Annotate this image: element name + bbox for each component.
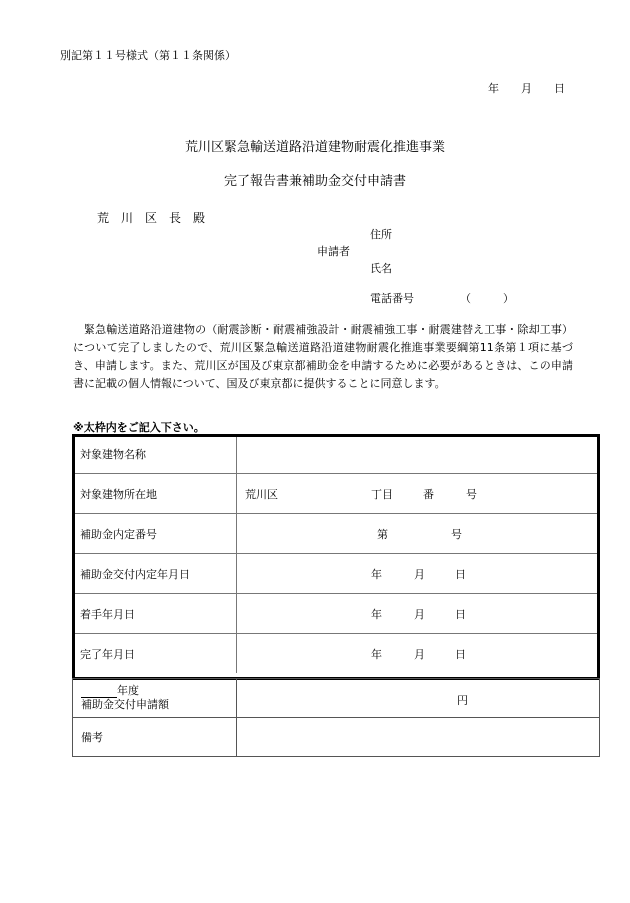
table-row bbox=[72, 434, 600, 474]
remarks-field[interactable] bbox=[237, 718, 600, 757]
building-name-label: 対象建物名称 bbox=[72, 434, 237, 474]
location-ban: 番 bbox=[423, 488, 434, 501]
address-label: 住所 bbox=[370, 228, 392, 241]
month-suffix: 月 bbox=[414, 608, 425, 621]
amount-field[interactable] bbox=[237, 679, 600, 718]
supplementary-table bbox=[72, 678, 600, 757]
table-row bbox=[72, 594, 600, 634]
completion-date-label: 完了年月日 bbox=[72, 634, 237, 674]
date-line bbox=[488, 80, 565, 96]
amount-label-cell bbox=[73, 679, 237, 718]
form-reference: 別記第１１号様式（第１１条関係） bbox=[60, 49, 236, 62]
decision-number-label: 補助金内定番号 bbox=[72, 514, 237, 554]
phone-paren-close: ） bbox=[503, 292, 514, 305]
day-suffix: 日 bbox=[455, 568, 466, 581]
table-row bbox=[72, 474, 600, 514]
decision-date-field[interactable] bbox=[237, 554, 601, 594]
table-row bbox=[73, 679, 600, 718]
completion-date-field[interactable] bbox=[237, 634, 601, 674]
application-table bbox=[72, 434, 600, 673]
phone-paren-open: （ bbox=[460, 292, 471, 305]
year-suffix: 年 bbox=[371, 648, 382, 661]
month-suffix: 月 bbox=[414, 568, 425, 581]
day-suffix: 日 bbox=[455, 648, 466, 661]
table-row bbox=[73, 718, 600, 757]
fiscal-year-blank[interactable] bbox=[81, 686, 117, 698]
table-row bbox=[72, 634, 600, 674]
year-suffix: 年 bbox=[371, 568, 382, 581]
amount-label: 補助金交付申請額 bbox=[81, 698, 169, 711]
document-subtitle: 完了報告書兼補助金交付申請書 bbox=[223, 174, 406, 189]
building-location-label: 対象建物所在地 bbox=[72, 474, 237, 514]
body-paragraph: 緊急輸送道路沿道建物の（耐震診断・耐震補強設計・耐震補強工事・耐震建替え工事・除却工事）について完了しましたので、荒川区緊急輸送道路沿道建物耐震化推進事業要綱第11条第１項に基づき、申請します。また、荒川区が国及び東京都補助金を申請するために必要があるときは、この申請書に記載の個人情報について、国及び東京都に提供することに同意します。 bbox=[73, 323, 573, 390]
location-go: 号 bbox=[466, 488, 477, 501]
date-day: 日 bbox=[554, 82, 565, 95]
building-name-field[interactable] bbox=[237, 434, 601, 474]
yen-suffix: 円 bbox=[457, 694, 468, 707]
decision-dai: 第 bbox=[377, 528, 388, 541]
building-location-field[interactable] bbox=[237, 474, 601, 514]
date-year: 年 bbox=[488, 82, 499, 95]
document-title: 荒川区緊急輸送道路沿道建物耐震化推進事業 bbox=[184, 140, 445, 155]
table-row bbox=[72, 554, 600, 594]
year-suffix: 年 bbox=[371, 608, 382, 621]
table-row bbox=[72, 514, 600, 554]
phone-label: 電話番号 bbox=[370, 292, 414, 305]
applicant-label: 申請者 bbox=[317, 245, 350, 258]
decision-go: 号 bbox=[451, 528, 462, 541]
start-date-field[interactable] bbox=[237, 594, 601, 634]
date-month: 月 bbox=[521, 82, 532, 95]
location-ward: 荒川区 bbox=[245, 487, 278, 501]
remarks-label: 備考 bbox=[73, 718, 237, 757]
note: ※太枠内をご記入下さい。 bbox=[73, 421, 205, 434]
addressee: 荒 川 区 長 殿 bbox=[97, 211, 206, 225]
day-suffix: 日 bbox=[455, 608, 466, 621]
name-label: 氏名 bbox=[370, 262, 392, 275]
fiscal-year-suffix: 年度 bbox=[117, 684, 139, 697]
decision-number-field[interactable] bbox=[237, 514, 601, 554]
month-suffix: 月 bbox=[414, 648, 425, 661]
decision-date-label: 補助金交付内定年月日 bbox=[72, 554, 237, 594]
location-chome: 丁目 bbox=[371, 488, 393, 501]
start-date-label: 着手年月日 bbox=[72, 594, 237, 634]
